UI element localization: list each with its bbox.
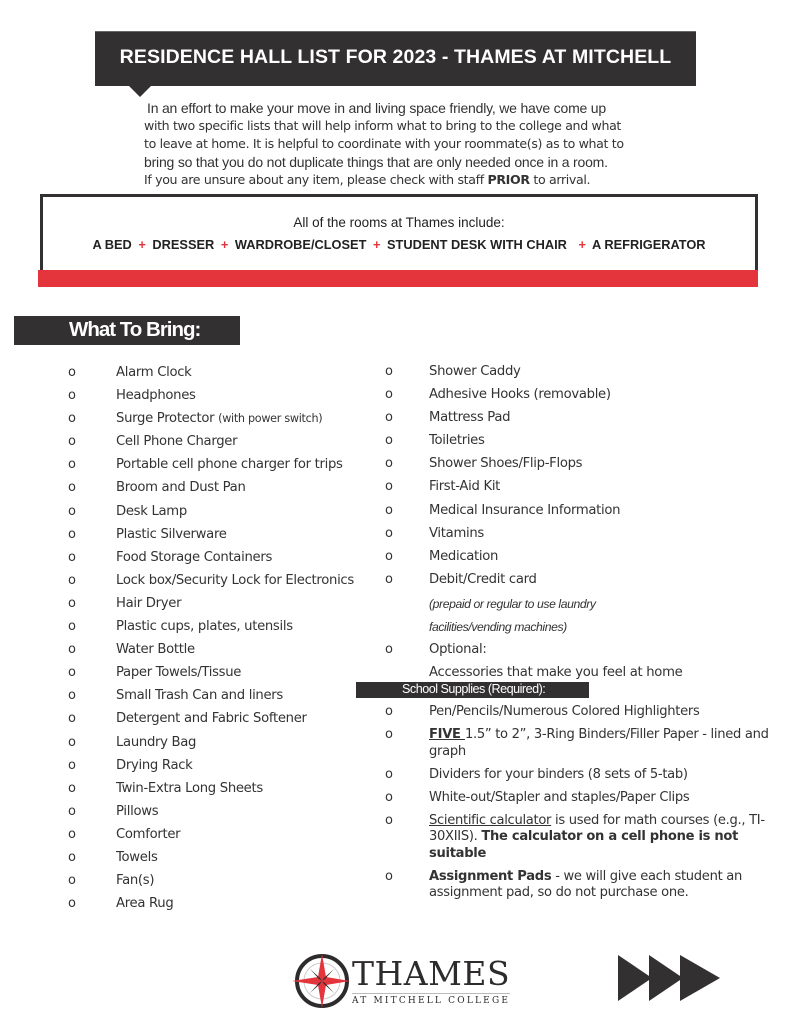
item-text: Small Trash Can and liners [116,688,283,704]
optional-label: Optional: [429,642,487,657]
intro-paragraph [144,99,664,189]
section-title: What To Bring: [69,318,201,341]
item-label: - we will give each student an assignment pad, so do not purchase one. [429,868,742,901]
school-supplies-list [385,704,780,908]
item-label [429,479,500,494]
intro-line: to leave at home. It is helpful to coordinate with your roommate(s) as to what to [144,136,624,151]
include-item: DRESSER [152,237,215,252]
item-text: Plastic Silverware [116,526,227,542]
item-text: Drying Rack [116,757,193,773]
bullet-icon: o [68,365,76,380]
item-emphasis: FIVE [429,727,465,743]
bullet-icon: o [385,548,393,564]
triple-forward-arrow-icon[interactable] [616,953,726,1003]
item-text: Portable cell phone charger for trips [116,457,343,473]
compass-icon [290,948,352,1016]
bullet-icon: o [385,766,393,782]
plus-icon: + [138,237,146,252]
room-includes-list [43,237,755,252]
item-label [116,711,307,726]
bullet-icon: o [68,849,76,865]
item-note: (with power switch) [218,412,323,426]
item-label: Dividers for your binders (8 sets of 5-tab) [429,766,688,782]
section-subtitle: School Supplies (Required): [402,682,546,696]
bullet-icon: o [68,457,76,473]
bullet-icon: o [385,479,393,495]
banner-pointer-decoration [128,85,152,97]
bullet-icon: o [68,734,76,750]
item-text: Area Rug [116,896,174,912]
room-includes-box [40,194,758,270]
logo-subtitle: AT MITCHELL COLLEGE [352,996,511,1006]
bullet-icon: o [385,456,393,472]
item-label [116,804,158,819]
bullet-icon: o [385,387,393,403]
bullet-icon: o [385,502,393,518]
list-item [385,704,780,720]
item-label [116,573,354,588]
bullet-icon: o [68,526,76,542]
bullet-icon: o [68,757,76,773]
item-label [116,480,246,495]
item-label [116,896,173,911]
bullet-icon: o [385,868,393,884]
item-label: is used for math courses (e.g., TI-30XIIS). [429,812,765,845]
bullet-icon: o [68,780,76,796]
item-label [116,688,283,703]
title-banner [95,31,696,86]
bullet-icon: o [68,642,76,658]
list-item [385,790,780,806]
bullet-icon: o [385,410,393,426]
item-label [429,526,484,541]
intro-line: bring so that you do not duplicate things that are only needed once in a room. [144,154,608,170]
item-text: Fan(s) [116,873,155,889]
item-text: Mattress Pad [429,410,511,426]
item-emphasis: The calculator on a cell phone is not suitable [429,829,739,861]
item-label [116,642,195,657]
item-text: Surge Protector [116,411,215,427]
red-accent-bar [38,270,758,287]
thames-logo [290,948,520,1016]
page-title: RESIDENCE HALL LIST FOR 2023 - THAMES AT MITCHELL [119,46,672,68]
item-text: Medical Insurance Information [429,502,621,518]
bullet-icon: o [385,433,393,449]
item-text: Detergent and Fabric Softener [116,711,307,727]
bullet-icon: o [68,434,76,450]
intro-line: with two specific lists that will help inform what to bring to the college and what [144,118,622,133]
item-text: Plastic cups, plates, utensils [116,619,293,635]
bullet-icon: o [68,572,76,588]
bullet-icon: o [385,789,393,805]
item-label [116,758,193,773]
item-label [429,572,537,587]
intro-line [144,171,664,189]
item-label: Pen/Pencils/Numerous Colored Highlighters [429,704,700,719]
item-text: Lock box/Security Lock for Electronics [116,572,354,588]
bullet-icon: o [385,812,393,828]
item-label [429,456,582,471]
item-label [116,827,180,842]
what-to-bring-header [14,316,240,345]
intro-emphasis: PRIOR [487,172,530,187]
bullet-icon: o [68,549,76,565]
include-item: A BED [92,237,132,252]
item-label [429,549,498,564]
item-text: Alarm Clock [116,365,192,380]
item-text: Toiletries [429,433,485,449]
item-label [116,619,293,634]
item-label [429,503,620,518]
item-label [116,665,241,680]
item-label: White-out/Stapler and staples/Paper Clips [429,789,690,805]
item-text: Shower Caddy [429,364,521,379]
item-label: 1.5” to 2”, 3-Ring Binders/Filler Paper - lined and graph [429,727,769,759]
plus-icon: + [578,237,586,252]
list-item [385,727,780,760]
item-text: Food Storage Containers [116,549,273,565]
debit-card-note: facilities/vending machines) [429,620,567,634]
school-supplies-header [356,682,589,698]
include-item: A REFRIGERATOR [592,237,706,252]
item-label [116,411,322,426]
bullet-icon: o [68,688,76,704]
item-label [116,527,227,542]
bullet-icon: o [68,803,76,819]
item-text: Desk Lamp [116,503,187,519]
item-text: Hair Dryer [116,595,182,611]
item-text: Medication [429,548,499,564]
item-text: First-Aid Kit [429,479,501,495]
item-emphasis: Assignment Pads [429,868,552,884]
bullet-icon: o [385,704,393,719]
item-label [116,873,154,888]
logo-divider [352,993,510,994]
item-label [116,550,272,565]
item-text: Shower Shoes/Flip-Flops [429,456,583,472]
debit-card-note: (prepaid or regular to use laundry [429,597,596,611]
bullet-icon: o [385,525,393,541]
item-text: Paper Towels/Tissue [116,665,242,681]
bullet-icon: o [68,896,76,912]
item-label [429,410,510,425]
bullet-icon: o [385,364,393,379]
item-label [116,365,192,380]
bullet-icon: o [68,411,76,427]
item-text: Comforter [116,826,181,842]
include-item: STUDENT DESK WITH CHAIR [387,237,567,252]
bullet-icon: o [68,826,76,842]
item-text: Pillows [116,803,159,819]
item-label [429,364,521,379]
bullet-icon: o [68,480,76,496]
intro-text: to arrival. [529,172,591,187]
item-text: Headphones [116,388,196,404]
bullet-icon: o [385,571,393,587]
bullet-icon: o [68,388,76,404]
item-text: Twin-Extra Long Sheets [116,780,263,796]
item-label [116,434,237,449]
logo-wordmark: THAMES [352,954,511,993]
list-item [385,813,780,862]
item-text: Towels [116,849,158,865]
item-underlined: Scientific calculator [429,812,552,828]
optional-detail: Accessories that make you feel at home [429,665,683,680]
item-text: Water Bottle [116,642,195,658]
bullet-icon: o [385,642,393,657]
list-item [385,869,780,902]
item-label [116,596,181,611]
item-text: Adhesive Hooks (removable) [429,387,611,403]
item-text: Cell Phone Charger [116,434,238,450]
bullet-icon: o [68,503,76,519]
item-label [116,735,196,750]
item-label [116,850,158,865]
list-item [385,767,780,783]
item-text: Laundry Bag [116,734,197,750]
bullet-icon: o [68,873,76,889]
intro-text: If you are unsure about any item, please check with staff [144,172,488,187]
plus-icon: + [220,237,229,252]
bullet-icon: o [385,727,393,743]
room-includes-title: All of the rooms at Thames include: [293,215,505,230]
bullet-icon: o [68,665,76,681]
item-label [116,504,187,519]
item-label [116,457,343,472]
item-text: Vitamins [429,525,484,541]
bullet-icon: o [68,619,76,635]
item-label [116,781,263,796]
item-label [429,433,485,448]
item-label [116,388,196,403]
include-item: WARDROBE/CLOSET [234,237,367,252]
bullet-icon: o [68,711,76,727]
bullet-icon: o [68,595,76,611]
item-text: Debit/Credit card [429,571,537,587]
item-label [429,387,611,402]
item-text: Broom and Dust Pan [116,480,246,496]
plus-icon: + [372,237,381,252]
intro-line: In an effort to make your move in and living space friendly, we have come up [147,100,606,116]
